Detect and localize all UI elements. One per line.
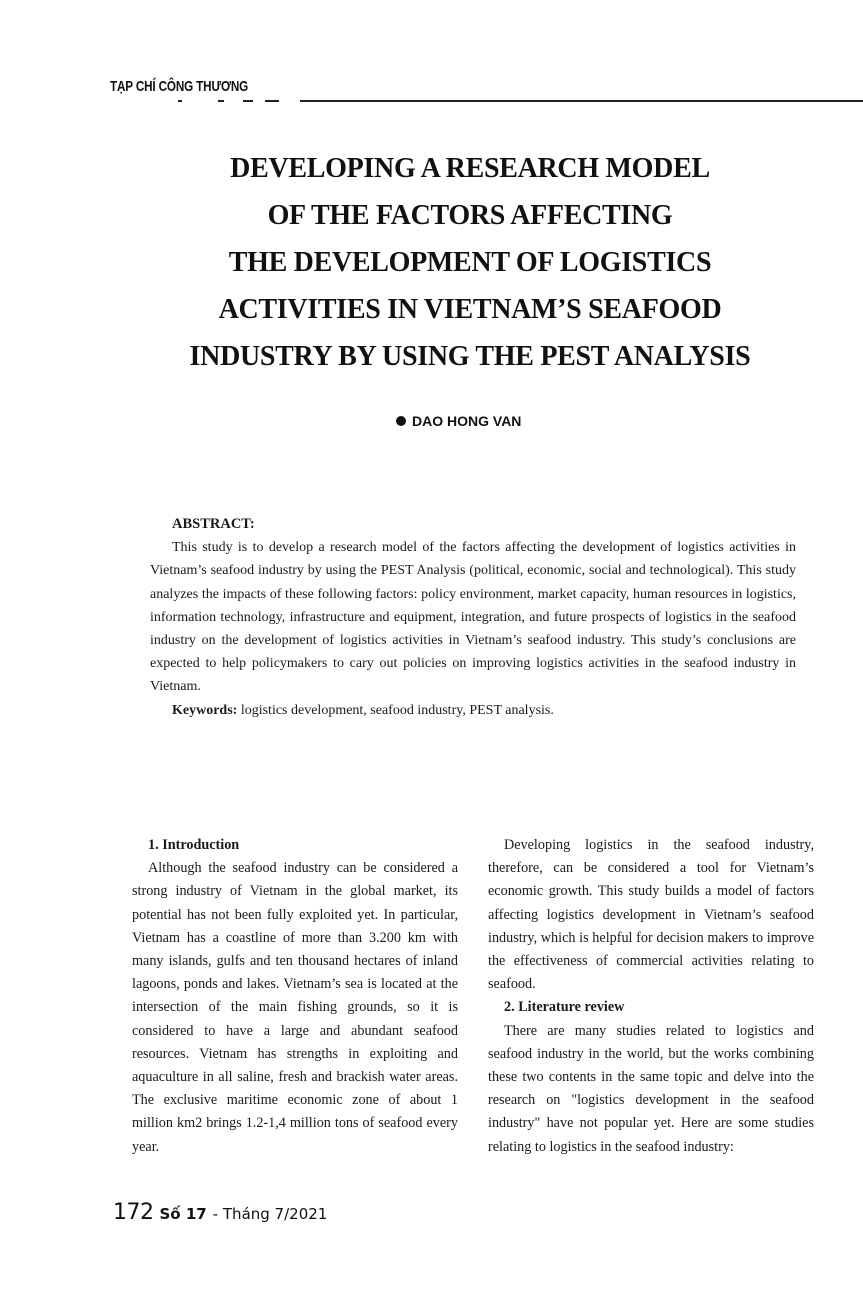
header-rule <box>300 100 863 102</box>
title-line: ACTIVITIES IN VIETNAM’S SEAFOOD <box>218 294 722 325</box>
abstract <box>150 513 796 722</box>
issue-date: - Tháng 7/2021 <box>212 1205 328 1223</box>
header-rule-dash <box>178 100 182 102</box>
title-line: INDUSTRY BY USING THE PEST ANALYSIS <box>189 341 751 372</box>
paragraph: Although the seafood industry can be considered a strong industry of Vietnam in the global market, its potential has not been fully exploited yet. In particular, Vietnam has a coastline of more than 3.200 km with many islands, gulfs and ten thousand hectares of inland lagoons, ponds and lakes. Vietnam’s sea is located at the intersection of the main fishing grounds, so it is considered to have a large and abundant seafood resources. Vietnam has strengths in exploiting and aquaculture in all saline, fresh and brackish water areas. The exclusive maritime economic zone of about 1 million km2 brings 1.2-1,4 million tons of seafood every year. <box>132 860 458 1155</box>
abstract-body: This study is to develop a research model of the factors affecting the development of logistics activities in Vietnam’s seafood industry by using the PEST Analysis (political, economic, social and technological). This study analyzes the impacts of these following factors: policy environment, market capacity, human resources in logistics, information technology, infrastructure and equipment, integration, and future prospects of logistics in the seafood industry on the development of logistics activities in Vietnam’s seafood industry. This study’s conclusions are expected to help policymakers to cary out policies on improving logistics activities in the seafood industry in Vietnam. <box>150 540 796 695</box>
header-rule-dash <box>265 100 279 102</box>
author-byline <box>396 413 521 429</box>
section-heading-literature-review: 2. Literature review <box>504 999 625 1016</box>
section-heading-introduction: 1. Introduction <box>148 837 240 853</box>
header-rule-dash <box>218 100 224 102</box>
abstract-heading: ABSTRACT: <box>172 516 255 532</box>
title-line: DEVELOPING A RESEARCH MODEL <box>230 153 710 184</box>
column-left <box>132 834 458 1159</box>
issue-label: Số 17 <box>159 1205 207 1223</box>
column-right <box>488 834 814 1159</box>
paragraph: There are many studies related to logistics and seafood industry in the world, but the works combining these two contents in the same topic and delve into the research on "logistics development in the seafood industry" have not popular yet. Here are some studies relating to logistics in the seafood industry: <box>488 1022 814 1155</box>
article-title <box>120 145 820 380</box>
keywords <box>172 699 796 722</box>
page-number: 172 <box>113 1200 154 1225</box>
page-footer <box>113 1200 327 1225</box>
title-line: THE DEVELOPMENT OF LOGISTICS <box>228 247 712 278</box>
author-name: DAO HONG VAN <box>412 413 522 429</box>
keywords-label: Keywords: <box>172 702 238 718</box>
header-rule-dash <box>243 100 253 102</box>
title-line: OF THE FACTORS AFFECTING <box>267 200 673 231</box>
paragraph: Developing logistics in the seafood industry, therefore, can be considered a tool for Vietnam’s economic growth. This study builds a model of factors affecting logistics development in Vietnam’s seafood industry, which is helpful for decision makers to improve the effectiveness of commercial activities relating to seafood. <box>488 837 814 993</box>
bullet-icon <box>396 416 406 426</box>
keywords-list: logistics development, seafood industry, PEST analysis. <box>240 702 554 718</box>
journal-name: TẠP CHÍ CÔNG THƯƠNG <box>110 78 249 95</box>
